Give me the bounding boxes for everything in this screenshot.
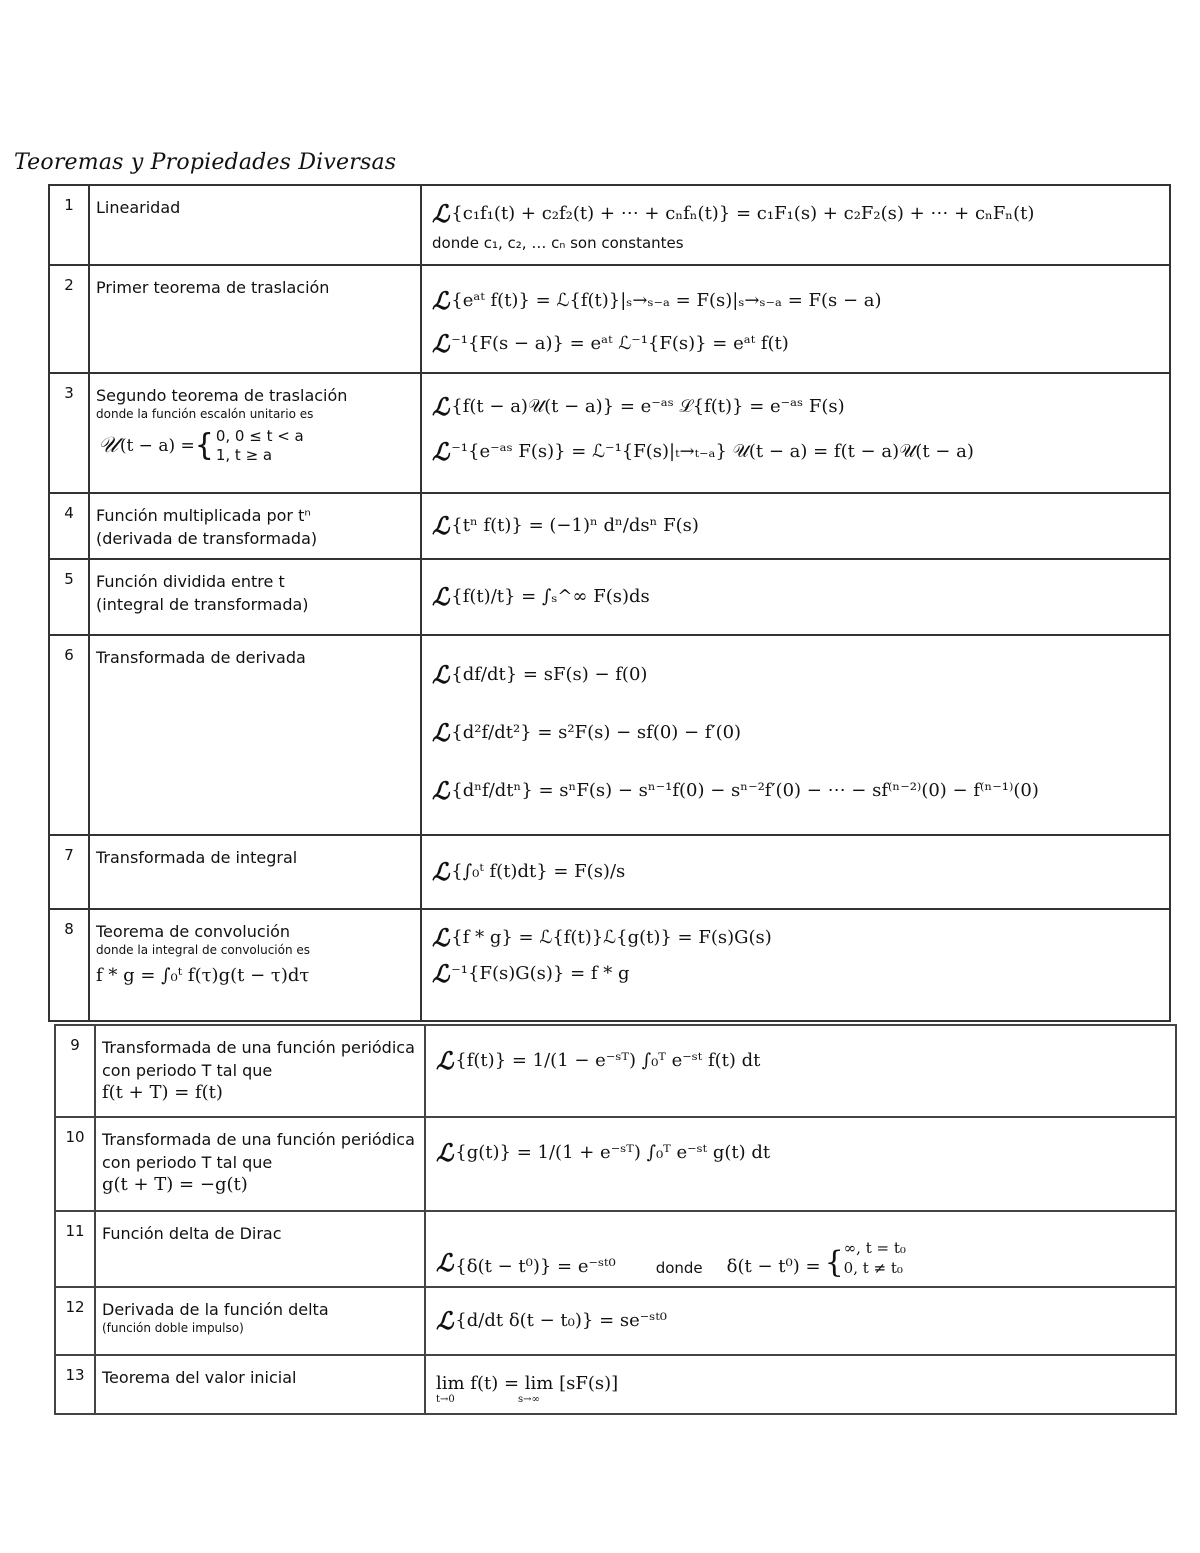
row-number: 9: [55, 1025, 95, 1117]
laplace-symbol: ℒ: [432, 437, 450, 466]
property-label: Teorema de convolución: [96, 922, 291, 941]
formula-cell: [421, 185, 1170, 265]
case-line: 0, t ≠ t₀: [843, 1258, 903, 1277]
formula-cell: [421, 493, 1170, 559]
formula: {∫₀ᵗ f(t)dt} = F(s)/s: [451, 860, 626, 882]
properties-table-part-2: [54, 1024, 1177, 1415]
row-number: 1: [49, 185, 89, 265]
periodic-condition: f(t + T) = f(t): [102, 1082, 223, 1104]
properties-table-part-1: [48, 184, 1171, 1022]
property-name: [95, 1287, 425, 1355]
formula: lim f(t) = lim [sF(s)]: [436, 1372, 619, 1394]
laplace-symbol: ℒ: [432, 959, 450, 988]
formula: {f(t)} = 1/(1 − e⁻ˢᵀ) ∫₀ᵀ e⁻ˢᵗ f(t) dt: [455, 1049, 761, 1071]
case-line: ∞, t = t₀: [843, 1239, 906, 1257]
property-name: [89, 265, 421, 373]
laplace-symbol: ℒ: [432, 199, 450, 228]
formula: {d/dt δ(t − t₀)} = se⁻ˢᵗ⁰: [455, 1309, 667, 1331]
laplace-symbol: ℒ: [432, 660, 450, 689]
property-label: Teorema del valor inicial: [102, 1368, 297, 1387]
property-label: Transformada de una función periódica con periodo T tal que: [102, 1038, 415, 1081]
property-name: [89, 185, 421, 265]
unit-step-definition: 𝒰 (t − a) = { 0, 0 ≤ t < a 1, t ≥ a: [98, 426, 304, 465]
table-row: [55, 1211, 1176, 1287]
property-note: (derivada de transformada): [96, 529, 318, 549]
row-number: 12: [55, 1287, 95, 1355]
laplace-symbol: ℒ: [432, 857, 450, 886]
property-label: Transformada de una función periódica con periodo T tal que: [102, 1130, 415, 1173]
formula-cell: [421, 373, 1170, 493]
formula: ⁻¹{e⁻ᵃˢ F(s)} = ℒ⁻¹{F(s)|ₜ→ₜ₋ₐ} 𝒰(t − a) = f(t − a)𝒰(t − a): [451, 440, 974, 462]
table-row: [49, 373, 1170, 493]
property-label: Transformada de integral: [96, 848, 298, 867]
property-label: Derivada de la función delta: [102, 1300, 329, 1319]
property-note: donde la función escalón unitario es: [96, 407, 314, 422]
formula: {tⁿ f(t)} = (−1)ⁿ dⁿ/dsⁿ F(s): [451, 514, 699, 536]
laplace-symbol: ℒ: [432, 329, 450, 358]
property-name: [89, 373, 421, 493]
formula-cell: [421, 835, 1170, 909]
formula-cell: ℒ {δ(t − t⁰)} = e⁻ˢᵗ⁰ donde δ(t − t⁰) = { ∞, t = t₀ 0, t ≠ t₀: [425, 1211, 1176, 1287]
table-row: [49, 493, 1170, 559]
table-row: [55, 1287, 1176, 1355]
property-label: Función delta de Dirac: [102, 1224, 282, 1243]
formula: {f(t − a)𝒰(t − a)} = e⁻ᵃˢ ℒ{f(t)} = e⁻ᵃˢ F(s): [451, 395, 845, 417]
table-row: [49, 559, 1170, 635]
row-number: 13: [55, 1355, 95, 1414]
formula-cell: [421, 559, 1170, 635]
formula: {dⁿf/dtⁿ} = sⁿF(s) − sⁿ⁻¹f(0) − sⁿ⁻²f′(0) − ⋯ − sf⁽ⁿ⁻²⁾(0) − f⁽ⁿ⁻¹⁾(0): [451, 779, 1039, 801]
row-number: 3: [49, 373, 89, 493]
page-title: Teoremas y Propiedades Diversas: [14, 150, 397, 175]
property-name: [89, 635, 421, 835]
table-row: [49, 909, 1170, 1021]
case-line: 0, 0 ≤ t < a: [215, 426, 304, 445]
table-row: [49, 185, 1170, 265]
property-name: [95, 1355, 425, 1414]
formula-cell: [421, 635, 1170, 835]
laplace-symbol: ℒ: [436, 1248, 454, 1277]
laplace-symbol: ℒ: [432, 923, 450, 952]
formula-cell: [425, 1025, 1176, 1117]
table-row: [55, 1025, 1176, 1117]
formula-note: donde c₁, c₂, … cₙ son constantes: [432, 233, 684, 252]
row-number: 11: [55, 1211, 95, 1287]
property-label: Función dividida entre t: [96, 572, 285, 591]
formula: {g(t)} = 1/(1 + e⁻ˢᵀ) ∫₀ᵀ e⁻ˢᵗ g(t) dt: [455, 1141, 771, 1163]
formula: {df/dt} = sF(s) − f(0): [451, 663, 648, 685]
limit-subscript: t→0: [436, 1394, 455, 1405]
table-row: [49, 835, 1170, 909]
formula: {c₁f₁(t) + c₂f₂(t) + ⋯ + cₙfₙ(t)} = c₁F₁(s) + c₂F₂(s) + ⋯ + cₙFₙ(t): [451, 202, 1035, 224]
row-number: 6: [49, 635, 89, 835]
property-label: Función multiplicada por tⁿ: [96, 506, 311, 525]
formula-cell: [425, 1287, 1176, 1355]
property-label: Linearidad: [96, 198, 181, 217]
delta-definition: δ(t − t⁰) =: [726, 1255, 821, 1277]
laplace-symbol: ℒ: [432, 286, 450, 315]
property-name: [89, 493, 421, 559]
formula: {f * g} = ℒ{f(t)}ℒ{g(t)} = F(s)G(s): [451, 926, 772, 948]
table-row: [49, 635, 1170, 835]
formula: {d²f/dt²} = s²F(s) − sf(0) − f′(0): [451, 721, 742, 743]
property-name: [89, 909, 421, 1021]
row-number: 5: [49, 559, 89, 635]
laplace-symbol: ℒ: [436, 1138, 454, 1167]
property-name: [95, 1025, 425, 1117]
formula: ⁻¹{F(s − a)} = eᵃᵗ ℒ⁻¹{F(s)} = eᵃᵗ f(t): [451, 332, 789, 354]
limit-subscript: s→∞: [517, 1394, 540, 1405]
formula: {f(t)/t} = ∫ₛ^∞ F(s)ds: [451, 585, 650, 607]
property-name: [95, 1117, 425, 1211]
formula-cell: [425, 1355, 1176, 1414]
table-row: [55, 1117, 1176, 1211]
formula-cell: [421, 265, 1170, 373]
laplace-symbol: ℒ: [432, 776, 450, 805]
formula: ⁻¹{F(s)G(s)} = f * g: [451, 962, 630, 984]
property-label: Segundo teorema de traslación: [96, 386, 348, 405]
property-note: (integral de transformada): [96, 595, 309, 615]
donde-label: donde: [655, 1259, 703, 1278]
convolution-definition: f * g = ∫₀ᵗ f(τ)g(t − τ)dτ: [96, 964, 310, 986]
property-name: [89, 559, 421, 635]
row-number: 2: [49, 265, 89, 373]
property-note: (función doble impulso): [102, 1321, 244, 1336]
formula: {eᵃᵗ f(t)} = ℒ{f(t)}|ₛ→ₛ₋ₐ = F(s)|ₛ→ₛ₋ₐ = F(s − a): [451, 289, 882, 311]
row-number: 7: [49, 835, 89, 909]
periodic-condition: g(t + T) = −g(t): [102, 1174, 248, 1196]
laplace-symbol: ℒ: [432, 511, 450, 540]
laplace-symbol: ℒ: [436, 1046, 454, 1075]
table-row: [49, 265, 1170, 373]
property-note: donde la integral de convolución es: [96, 943, 311, 958]
formula-cell: [421, 909, 1170, 1021]
step-symbol: 𝒰: [98, 433, 118, 459]
property-label: Primer teorema de traslación: [96, 278, 330, 297]
formula: {δ(t − t⁰)} = e⁻ˢᵗ⁰: [455, 1255, 616, 1277]
table-row: [55, 1355, 1176, 1414]
row-number: 4: [49, 493, 89, 559]
laplace-symbol: ℒ: [432, 582, 450, 611]
property-name: [95, 1211, 425, 1287]
laplace-symbol: ℒ: [432, 718, 450, 747]
laplace-symbol: ℒ: [436, 1306, 454, 1335]
row-number: 8: [49, 909, 89, 1021]
laplace-symbol: ℒ: [432, 392, 450, 421]
case-line: 1, t ≥ a: [215, 446, 273, 465]
formula-cell: [425, 1117, 1176, 1211]
property-name: [89, 835, 421, 909]
property-label: Transformada de derivada: [96, 648, 306, 667]
row-number: 10: [55, 1117, 95, 1211]
